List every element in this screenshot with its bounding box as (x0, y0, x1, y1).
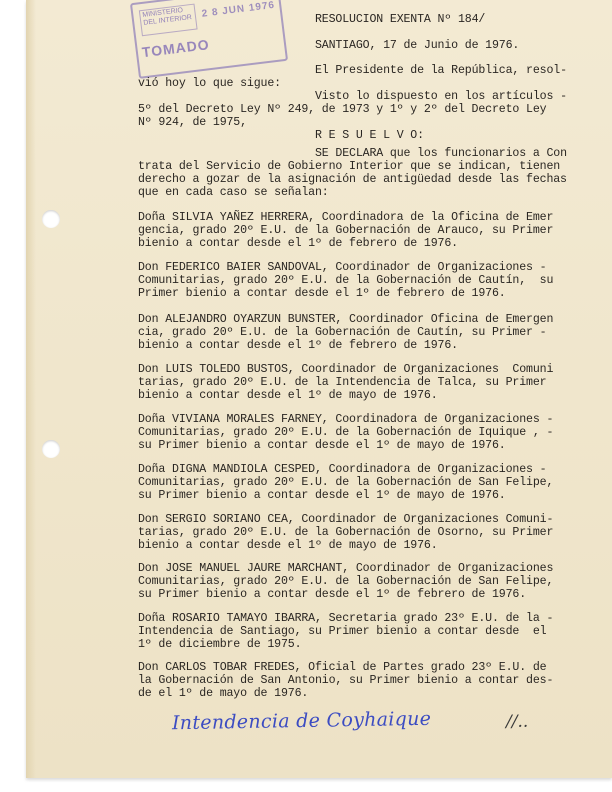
intro-line: Nº 924, de 1975, (138, 116, 247, 129)
entry-line: de el 1º de mayo de 1976. (138, 687, 309, 700)
entry-line: Don SERGIO SORIANO CEA, Coordinador de Organizaciones Comuni- (138, 513, 554, 526)
punch-hole (42, 440, 60, 458)
entry-line: Don LUIS TOLEDO BUSTOS, Coordinador de Organizaciones Comuni (138, 363, 554, 376)
entry-line: Comunitarias, grado 20º E.U. de la Gobernación de Iquique , - (138, 426, 554, 439)
entry-line: Don JOSE MANUEL JAURE MARCHANT, Coordinador de Organizaciones (138, 562, 554, 575)
intro-line: 5º del Decreto Ley Nº 249, de 1973 y 1º y 2º del Decreto Ley (138, 103, 547, 116)
entry-line: tarias, grado 20º E.U. de la Intendencia de Talca, su Primer (138, 376, 547, 389)
entry-line: 1º de diciembre de 1975. (138, 638, 302, 651)
entry-line: cia, grado 20º E.U. de la Gobernación de Cautín, su Primer - (138, 326, 547, 339)
entry-line: Doña SILVIA YAÑEZ HERRERA, Coordinadora de la Oficina de Emer (138, 211, 554, 224)
punch-hole (42, 210, 60, 228)
declaration-line: derecho a gozar de la asignación de antigüedad desde las fechas (138, 173, 567, 186)
entry-line: Doña ROSARIO TAMAYO IBARRA, Secretaria grado 23º E.U. de la - (138, 612, 554, 625)
entry-line: su Primer bienio a contar desde el 1º de febrero de 1976. (138, 588, 527, 601)
entry-line: bienio a contar desde el 1º de febrero de 1976. (138, 237, 458, 250)
entry-line: Doña VIVIANA MORALES FARNEY, Coordinadora de Organizaciones - (138, 413, 554, 426)
entry-line: bienio a contar desde el 1º de febrero de 1976. (138, 339, 458, 352)
entry-line: Don FEDERICO BAIER SANDOVAL, Coordinador de Organizaciones - (138, 261, 547, 274)
declaration-line: que en cada caso se señalan: (138, 186, 329, 199)
resuelvo-heading: R E S U E L V O: (315, 129, 424, 142)
resolution-number: RESOLUCION EXENTA Nº 184/ (315, 13, 486, 26)
received-stamp (130, 0, 288, 79)
place-date: SANTIAGO, 17 de Junio de 1976. (315, 39, 520, 52)
entry-line: Don CARLOS TOBAR FREDES, Oficial de Partes grado 23º E.U. de (138, 661, 547, 674)
entry-line: Comunitarias, grado 20º E.U. de la Gobernación de San Felipe, (138, 476, 554, 489)
entry-line: tarias, grado 20º E.U. de la Gobernación de Osorno, su Primer (138, 526, 554, 539)
entry-line: su Primer bienio a contar desde el 1º de mayo de 1976. (138, 489, 506, 502)
intro-line: vió hoy lo que sigue: (138, 77, 281, 90)
intro-line: El Presidente de la República, resol- (315, 64, 567, 77)
declaration-line: SE DECLARA que los funcionarios a Con (315, 147, 567, 160)
entry-line: Primer bienio a contar desde el 1º de febrero de 1976. (138, 287, 506, 300)
entry-line: gencia, grado 20º E.U. de la Gobernación de Arauco, su Primer (138, 224, 554, 237)
handwritten-note: Intendencia de Coyhaique (171, 707, 432, 735)
handwritten-mark: //.. (506, 712, 529, 732)
entry-line: Intendencia de Santiago, su Primer bienio a contar desde el (138, 625, 547, 638)
document-page (26, 0, 612, 778)
entry-line: bienio a contar desde el 1º de mayo de 1976. (138, 389, 438, 402)
intro-line: Visto lo dispuesto en los artículos - (315, 90, 567, 103)
entry-line: Don ALEJANDRO OYARZUN BUNSTER, Coordinador Oficina de Emergen (138, 313, 554, 326)
stamp-label: TOMADO (141, 36, 211, 61)
entry-line: Comunitarias, grado 20º E.U. de la Gobernación de Cautín, su (138, 274, 554, 287)
entry-line: la Gobernación de San Antonio, su Primer bienio a contar des- (138, 674, 554, 687)
stamp-header: MINISTERIO DEL INTERIOR (139, 4, 198, 37)
stamp-date: 2 8 JUN 1976 (201, 0, 276, 20)
entry-line: su Primer bienio a contar desde el 1º de mayo de 1976. (138, 439, 506, 452)
declaration-line: trata del Servicio de Gobierno Interior que se indican, tienen (138, 160, 561, 173)
entry-line: bienio a contar desde el 1º de mayo de 1976. (138, 539, 438, 552)
entry-line: Doña DIGNA MANDIOLA CESPED, Coordinadora de Organizaciones - (138, 463, 547, 476)
entry-line: Comunitarias, grado 20º E.U. de la Gobernación de San Felipe, (138, 575, 554, 588)
